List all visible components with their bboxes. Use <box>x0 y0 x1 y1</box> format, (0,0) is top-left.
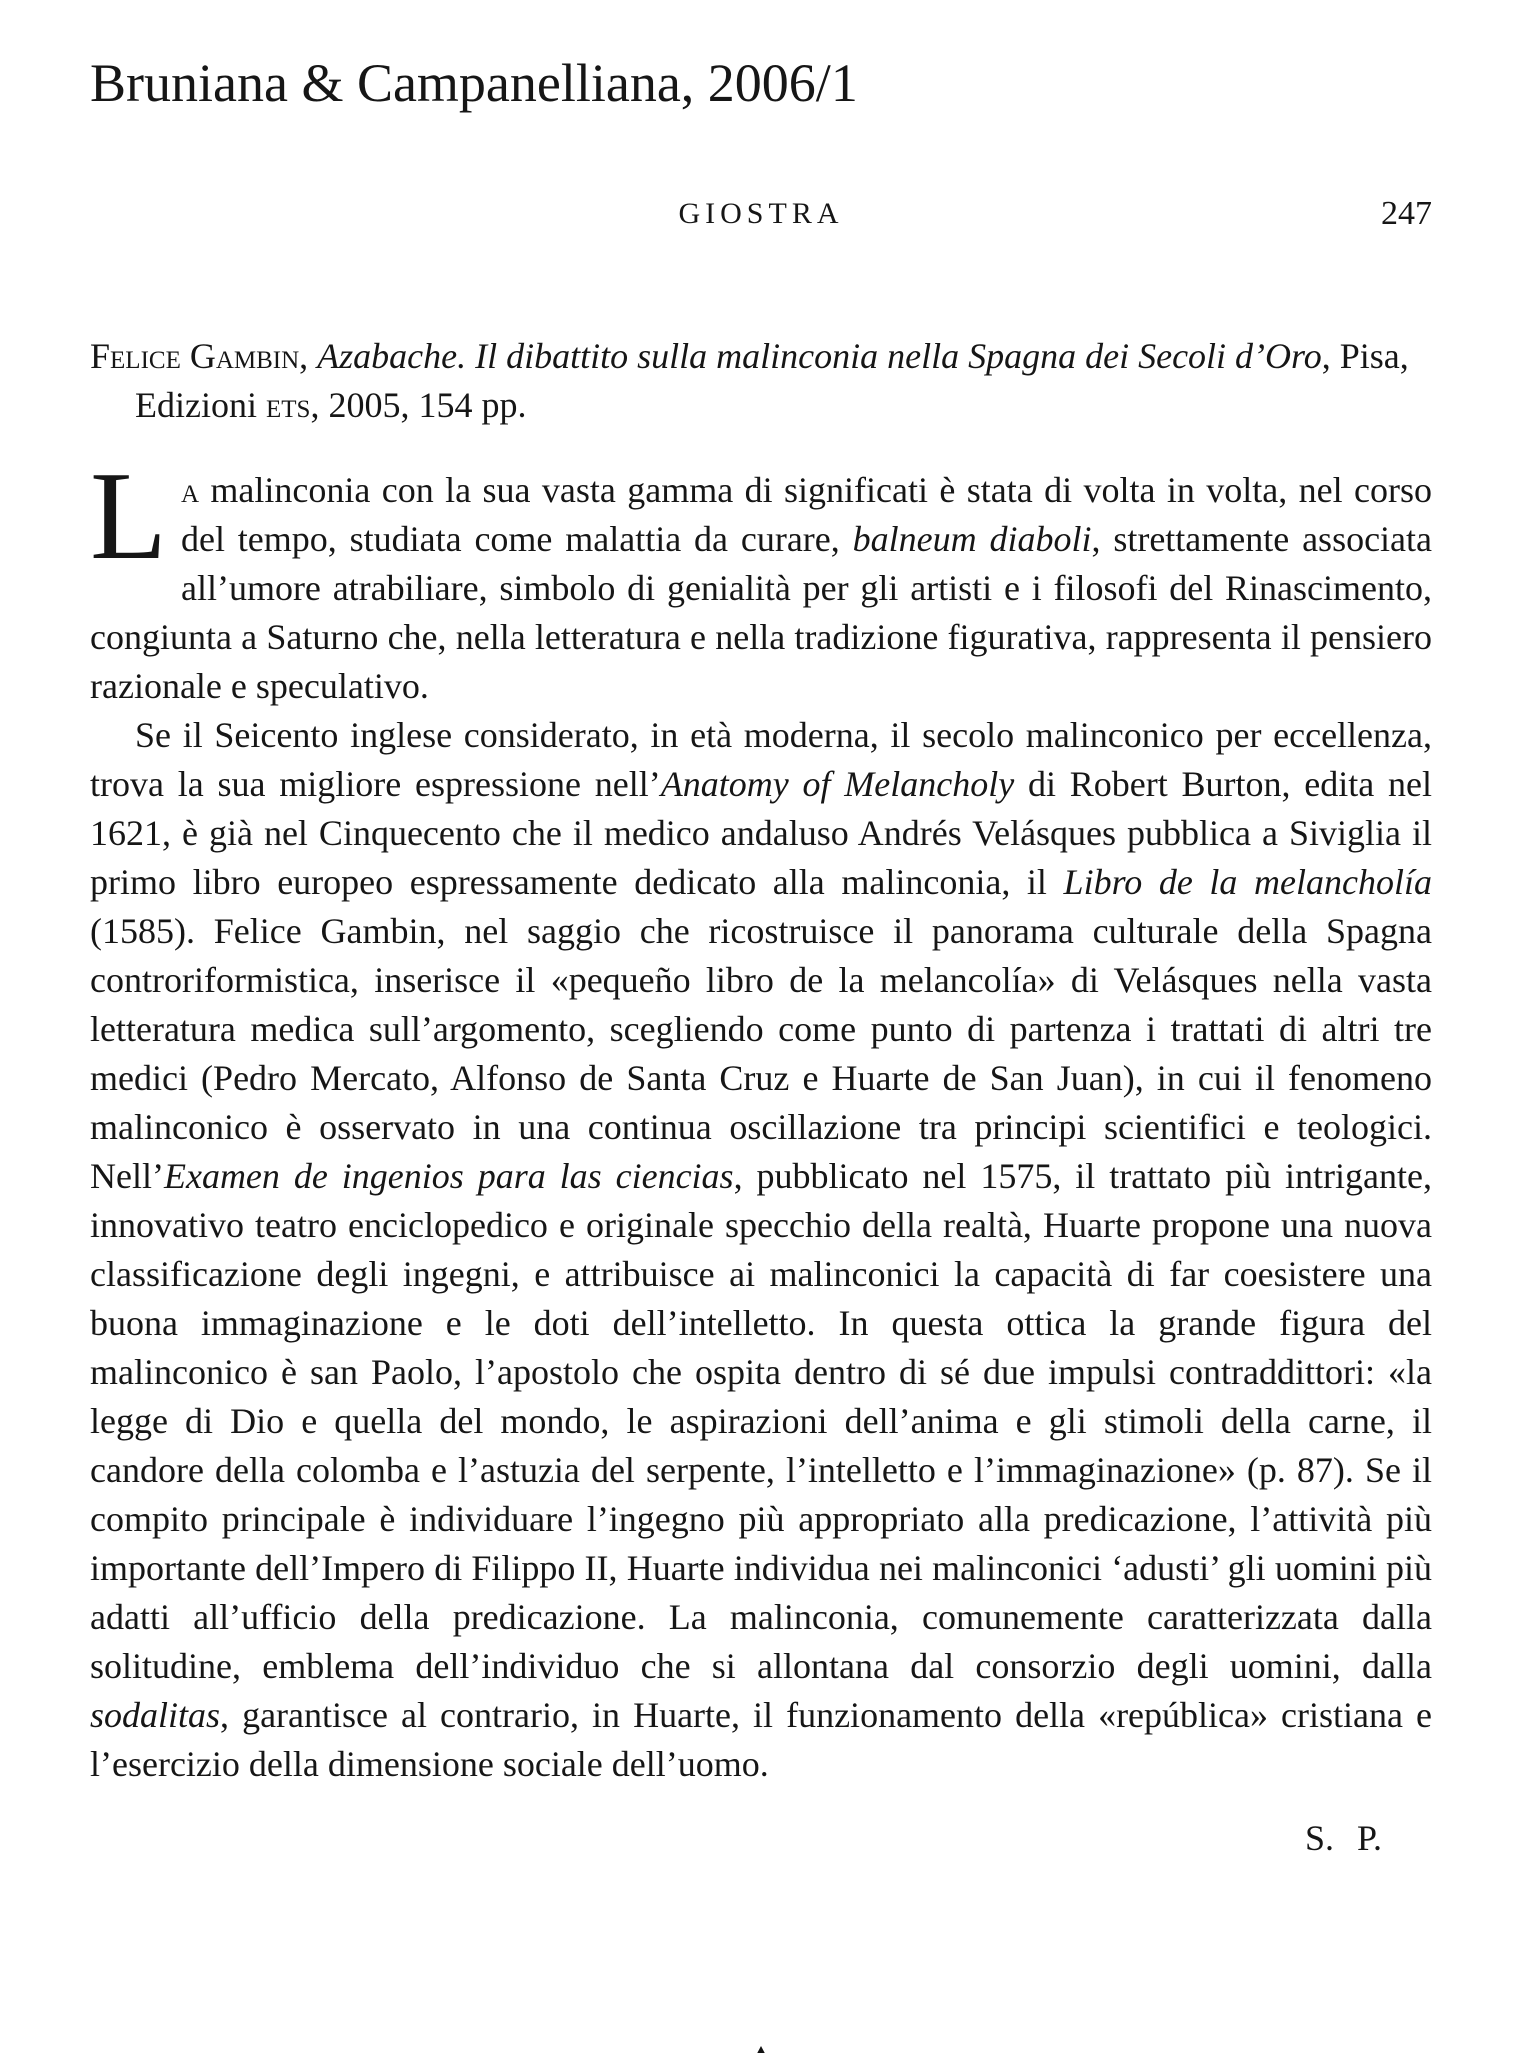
text-run-normal: malinconia con la sua vasta gamma di significati è stata di volta in volta, nel corso del tempo, studiata come malattia da curare, <box>180 470 1432 560</box>
review-paragraph <box>90 447 1433 711</box>
text-run-italic: Examen de ingenios para las ciencias <box>163 1156 734 1197</box>
text-run-italic: Azabache. Il dibattito sulla malinconia nella Spagna dei Secoli d’Oro <box>317 336 1322 377</box>
text-run-smallcaps: ets <box>265 385 311 426</box>
reviewer-initials: S. P. <box>1304 1818 1382 1859</box>
running-head-section: GIOSTRA <box>678 197 844 231</box>
text-run-normal: , garantisce al contrario, in Huarte, il funzionamento della «república» cristiana e l’esercizio della dimensione sociale dell’uomo. <box>90 1695 1432 1785</box>
page-number: 247 <box>1381 195 1432 233</box>
text-run-normal: , pubblicato nel 1575, il trattato più intrigante, innovativo teatro enciclopedico e originale specchio della realtà, Huarte propone una nuova classificazione degli ingegni, e attribuisce ai malinconici la capacità di far coesistere una buona immaginazione e le doti dell’intelletto. In questa ottica la grande figura del malinconico è san Paolo, l’apostolo che ospita dentro di sé due impulsi contraddittori: «la legge di Dio e quella del mondo, le aspirazioni dell’anima e gli stimoli della carne, il candore della colomba e l’astuzia del serpente, l’intelletto e l’immaginazione» (p. 87). Se il compito principale è individuare l’ingegno più appropriato alla predicazione, l’attività più importante dell’Impero di Filippo II, Huarte individua nei malinconici ‘adusti’ gli uomini più adatti all’ufficio della predicazione. La malinconia, comunemente caratterizzata dalla solitudine, emblema dell’individuo che si allontana dal consorzio degli uomini, dalla <box>90 1156 1432 1687</box>
text-run-normal: , strettamente associata all’umore atrabiliare, simbolo di genialità per gli artisti e i filosofi del Rinascimento, congiunta a Saturno che, nella letteratura e nella tradizione figurativa, rappresenta il pensiero razionale e speculativo. <box>90 519 1433 707</box>
journal-title: Bruniana & Campanelliana, 2006/1 <box>90 53 858 113</box>
review-body <box>90 447 1433 1789</box>
text-run-italic: balneum diaboli <box>852 519 1092 560</box>
text-run-normal: , <box>299 336 318 377</box>
text-run-normal: Se il Seicento inglese considerato, in età moderna, il secolo malinconico per eccellenza, trova la sua migliore espressione nell’ <box>90 715 1432 805</box>
text-run-italic: sodalitas <box>90 1695 221 1736</box>
page-break-ornament-icon <box>753 2046 769 2053</box>
text-run-italic: Libro de la melancholía <box>1063 862 1433 903</box>
running-head <box>90 192 1432 236</box>
text-run-normal: , Pisa, Edizioni <box>135 336 1409 426</box>
review-heading <box>90 332 1432 430</box>
text-run-normal: (1585). Felice Gambin, nel saggio che ricostruisce il panorama culturale della Spagna controriformistica, inserisce il «pequeño libro de la melancolía» di Velásques nella vasta letteratura medica sull’argomento, scegliendo come punto di partenza i trattati di altri tre medici (Pedro Mercato, Alfonso de Santa Cruz e Huarte de San Juan), in cui il fenomeno malinconico è osservato in una continua oscillazione tra principi scientifici e teologici. Nell’ <box>90 911 1432 1197</box>
text-run-normal: di Robert Burton, edita nel 1621, è già nel Cinquecento che il medico andaluso Andrés Velásques pubblica a Siviglia il primo libro europeo espressamente dedicato alla malinconia, il <box>90 764 1432 903</box>
dropcap-letter: L <box>90 447 167 587</box>
text-run-smallcaps: Felice Gambin <box>90 336 300 377</box>
text-run-italic: Anatomy of Melancholy <box>660 764 1015 805</box>
lead-smallcaps: a <box>180 470 200 511</box>
review-paragraph <box>90 711 1432 1789</box>
text-run-normal: , 2005, 154 pp. <box>310 385 527 426</box>
